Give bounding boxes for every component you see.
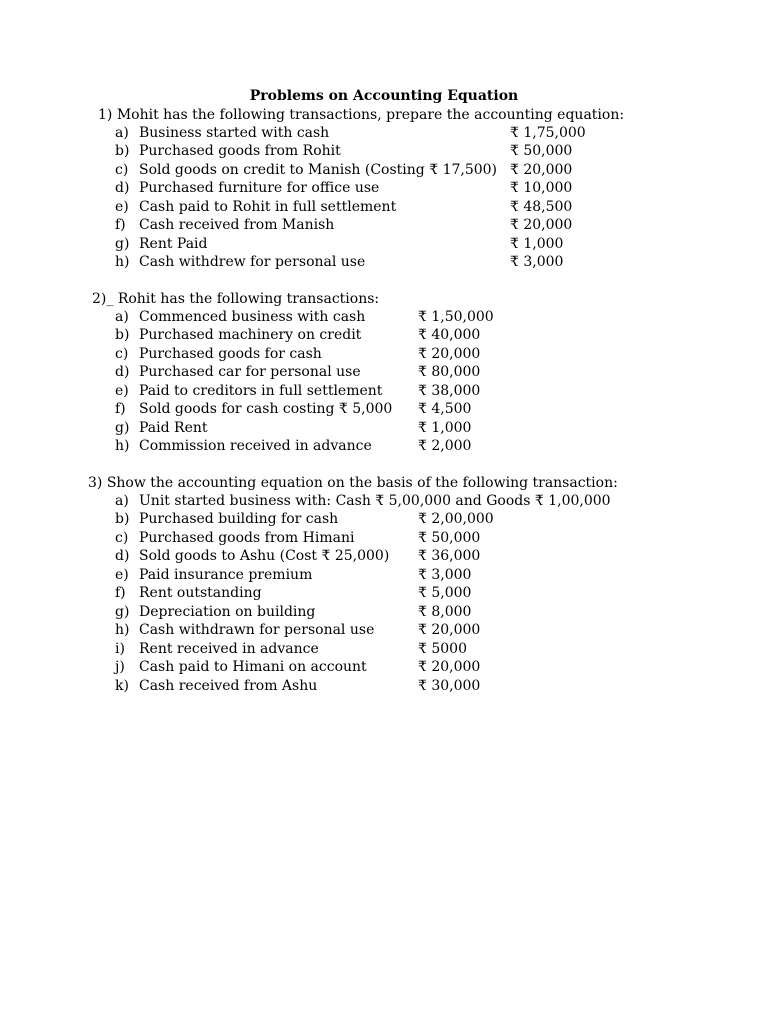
transaction-row — [0, 124, 768, 142]
problem-3-heading: 3) Show the accounting equation on the basis of the following transaction: — [88, 475, 618, 491]
transaction-row — [0, 437, 768, 455]
page-title: Problems on Accounting Equation — [249, 88, 519, 104]
transaction-letter: d) — [115, 548, 130, 565]
transaction-description: Depreciation on building — [139, 603, 316, 620]
transaction-description: Purchased building for cash — [139, 511, 339, 528]
transaction-letter: c) — [115, 161, 129, 178]
transaction-amount: ₹ 20,000 — [418, 622, 481, 639]
transaction-amount: ₹ 8,000 — [418, 603, 472, 620]
transaction-description: Sold goods for cash costing ₹ 5,000 — [139, 401, 393, 418]
transaction-letter: h) — [115, 622, 130, 639]
transaction-row — [0, 640, 768, 658]
transaction-description: Purchased car for personal use — [139, 364, 361, 381]
transaction-amount: ₹ 1,75,000 — [510, 125, 586, 141]
transaction-description: Commenced business with cash — [139, 309, 366, 325]
transaction-description: Unit started business with: Cash ₹ 5,00,000 and Goods ₹ 1,00,000 — [139, 493, 611, 509]
transaction-amount: ₹ 48,500 — [510, 198, 573, 215]
transaction-letter: c) — [115, 345, 129, 362]
transaction-description: Paid insurance premium — [139, 566, 313, 583]
transaction-letter: j) — [115, 659, 125, 676]
transaction-description: Paid Rent — [139, 419, 208, 436]
transaction-letter: f) — [115, 401, 126, 418]
transaction-amount: ₹ 1,000 — [510, 235, 564, 252]
transaction-row — [0, 419, 768, 437]
transaction-row — [0, 235, 768, 253]
transaction-description: Purchased goods for cash — [139, 345, 322, 362]
transaction-description: Business started with cash — [139, 125, 330, 141]
transaction-letter: f) — [115, 217, 126, 234]
transaction-letter: h) — [115, 438, 130, 455]
transaction-description: Sold goods to Ashu (Cost ₹ 25,000) — [139, 548, 390, 565]
transaction-letter: e) — [115, 198, 129, 215]
transaction-row — [0, 658, 768, 676]
transaction-letter: a) — [115, 125, 129, 141]
transaction-row — [0, 198, 768, 216]
transaction-row — [0, 142, 768, 160]
transaction-amount: ₹ 30,000 — [418, 677, 481, 694]
transaction-letter: b) — [115, 327, 130, 344]
transaction-row — [0, 603, 768, 621]
transaction-description: Purchased furniture for office use — [139, 180, 380, 197]
transaction-amount: ₹ 5,000 — [418, 585, 472, 602]
transaction-letter: e) — [115, 382, 129, 399]
transaction-description: Rent outstanding — [139, 585, 262, 602]
transaction-row — [0, 308, 768, 326]
transaction-row — [0, 510, 768, 528]
transaction-row — [0, 382, 768, 400]
transaction-description: Cash withdrew for personal use — [139, 254, 366, 271]
transaction-amount: ₹ 38,000 — [418, 382, 481, 399]
transaction-description: Rent Paid — [139, 235, 208, 252]
transaction-amount: ₹ 2,000 — [418, 438, 472, 455]
transaction-letter: c) — [115, 529, 129, 546]
transaction-amount: ₹ 1,50,000 — [418, 309, 494, 325]
transaction-description: Rent received in advance — [139, 640, 319, 657]
transaction-amount: ₹ 3,000 — [510, 254, 564, 271]
transaction-row — [0, 621, 768, 639]
transaction-description: Commission received in advance — [139, 438, 372, 455]
transaction-letter: b) — [115, 511, 130, 528]
transaction-description: Purchased goods from Rohit — [139, 143, 341, 160]
transaction-description: Cash received from Manish — [139, 217, 335, 234]
transaction-row — [0, 253, 768, 271]
transaction-row — [0, 566, 768, 584]
transaction-row — [0, 326, 768, 344]
transaction-description: Purchased machinery on credit — [139, 327, 362, 344]
transaction-amount: ₹ 3,000 — [418, 566, 472, 583]
transaction-letter: i) — [115, 640, 125, 657]
transaction-letter: g) — [115, 603, 130, 620]
transaction-amount: ₹ 20,000 — [418, 345, 481, 362]
transaction-amount: ₹ 80,000 — [418, 364, 481, 381]
transaction-row — [0, 547, 768, 565]
transaction-amount: ₹ 10,000 — [510, 180, 573, 197]
transaction-row — [0, 584, 768, 602]
transaction-amount: ₹ 40,000 — [418, 327, 481, 344]
transaction-row — [0, 677, 768, 695]
transaction-letter: f) — [115, 585, 126, 602]
transaction-row — [0, 363, 768, 381]
transaction-letter: b) — [115, 143, 130, 160]
transaction-letter: h) — [115, 254, 130, 271]
transaction-description: Cash paid to Himani on account — [139, 659, 367, 676]
transaction-amount: ₹ 20,000 — [510, 161, 573, 178]
transaction-letter: g) — [115, 419, 130, 436]
problem-2-heading: 2)_ Rohit has the following transactions: — [92, 291, 380, 307]
transaction-amount: ₹ 20,000 — [418, 659, 481, 676]
transaction-amount: ₹ 2,00,000 — [418, 511, 494, 528]
transaction-amount: ₹ 36,000 — [418, 548, 481, 565]
transaction-row — [0, 400, 768, 418]
transaction-amount: ₹ 50,000 — [510, 143, 573, 160]
transaction-amount: ₹ 1,000 — [418, 419, 472, 436]
transaction-amount: ₹ 4,500 — [418, 401, 472, 418]
transaction-description: Sold goods on credit to Manish (Costing ₹ 17,500) — [139, 161, 498, 178]
transaction-description: Paid to creditors in full settlement — [139, 382, 383, 399]
transaction-letter: d) — [115, 180, 130, 197]
transaction-description: Cash withdrawn for personal use — [139, 622, 375, 639]
transaction-description: Purchased goods from Himani — [139, 529, 355, 546]
transaction-row — [0, 529, 768, 547]
transaction-amount: ₹ 5000 — [418, 640, 467, 657]
transaction-row — [0, 179, 768, 197]
transaction-row — [0, 161, 768, 179]
problem-1-heading: 1) Mohit has the following transactions, prepare the accounting equation: — [98, 107, 625, 123]
transaction-letter: d) — [115, 364, 130, 381]
transaction-letter: e) — [115, 566, 129, 583]
transaction-amount: ₹ 50,000 — [418, 529, 481, 546]
transaction-description: Cash paid to Rohit in full settlement — [139, 198, 397, 215]
transaction-letter: k) — [115, 677, 129, 694]
transaction-row — [0, 216, 768, 234]
transaction-amount: ₹ 20,000 — [510, 217, 573, 234]
transaction-description: Cash received from Ashu — [139, 677, 318, 694]
transaction-row — [0, 492, 768, 510]
transaction-letter: g) — [115, 235, 130, 252]
transaction-letter: a) — [115, 493, 129, 509]
transaction-row — [0, 345, 768, 363]
transaction-letter: a) — [115, 309, 129, 325]
